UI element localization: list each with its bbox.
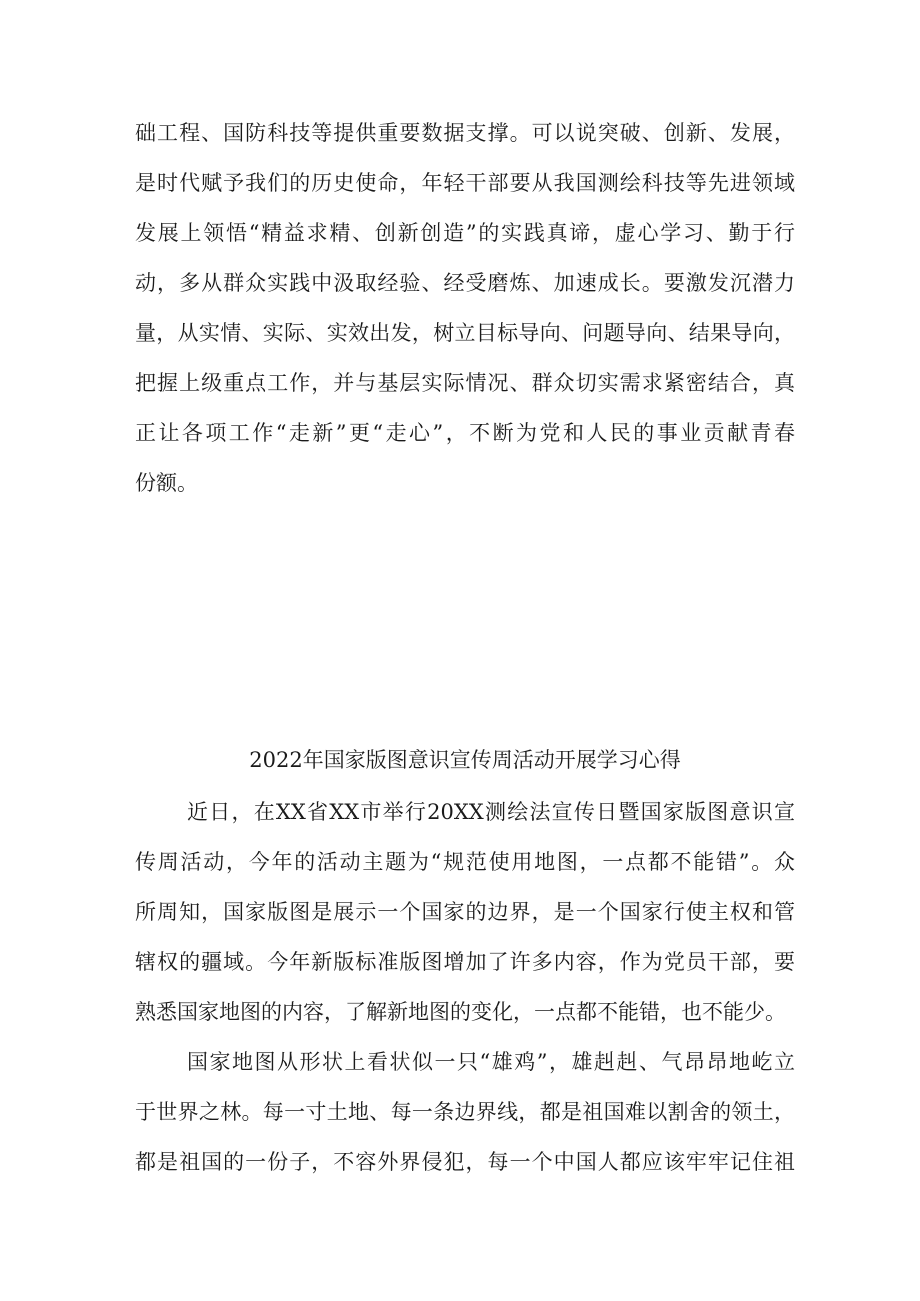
paragraph-line: 础工程、国防科技等提供重要数据支撑。可以说突破、创新、发展，: [135, 121, 795, 145]
paragraph-line: 正让各项工作“走新”更“走心”，不断为党和人民的事业贡献青春: [135, 421, 795, 445]
paragraph-line: 动，多从群众实践中汲取经验、经受磨炼、加速成长。要激发沉潜力: [135, 271, 795, 295]
paragraph-line: 传周活动，今年的活动主题为“规范使用地图，一点都不能错”。众: [135, 850, 795, 874]
paragraph-line: 国家地图从形状上看状似一只“雄鸡”，雄赳赳、气昂昂地屹立: [187, 1050, 795, 1074]
paragraph-line: 是时代赋予我们的历史使命，年轻干部要从我国测绘科技等先进领域: [135, 171, 795, 195]
paragraph-line: 份额。: [135, 471, 198, 495]
paragraph-line: 发展上领悟“精益求精、创新创造”的实践真谛，虚心学习、勤于行: [135, 221, 795, 245]
paragraph-line: 辖权的疆域。今年新版标准版图增加了许多内容，作为党员干部，要: [135, 950, 795, 974]
paragraph-line: 熟悉国家地图的内容，了解新地图的变化，一点都不能错，也不能少。: [135, 1000, 786, 1024]
paragraph-line: 把握上级重点工作，并与基层实际情况、群众切实需求紧密结合，真: [135, 371, 795, 395]
paragraph-line: 近日，在XX省XX市举行20XX测绘法宣传日暨国家版图意识宣: [187, 800, 795, 824]
article-body: [135, 787, 795, 1187]
paragraph-line: 量，从实情、实际、实效出发，树立目标导向、问题导向、结果导向，: [135, 321, 795, 345]
paragraph-line: 于世界之林。每一寸土地、每一条边界线，都是祖国难以割舍的领土，: [135, 1100, 795, 1124]
paragraph-line: 所周知，国家版图是展示一个国家的边界，是一个国家行使主权和管: [135, 900, 795, 924]
article-title: 2022年国家版图意识宣传周活动开展学习心得: [249, 748, 681, 772]
paragraph-line: 都是祖国的一份子，不容外界侵犯，每一个中国人都应该牢牢记住祖: [135, 1150, 795, 1174]
continued-paragraph: [135, 108, 795, 508]
